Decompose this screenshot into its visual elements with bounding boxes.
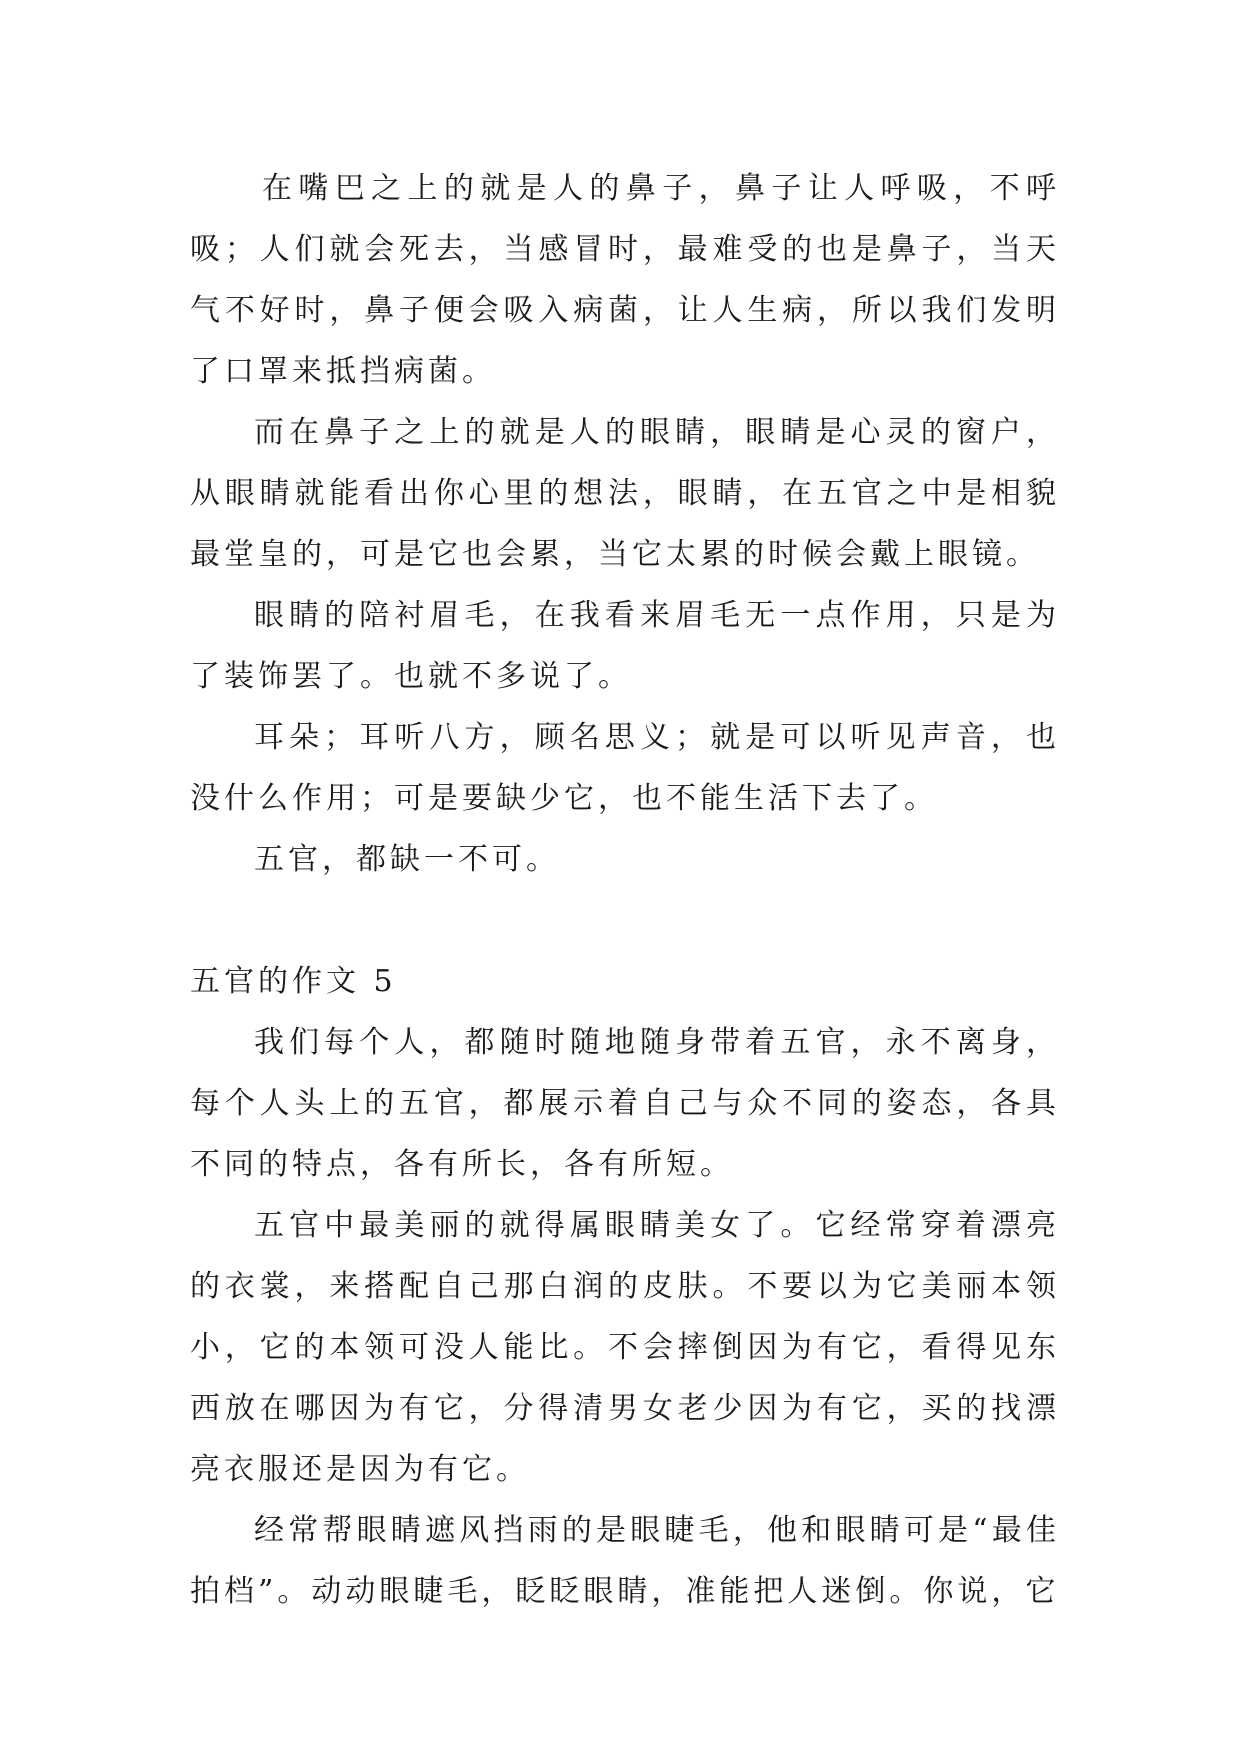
paragraph-nose: 在嘴巴之上的就是人的鼻子，鼻子让人呼吸，不呼吸；人们就会死去，当感冒时，最难受的也是鼻子，当天气不好时，鼻子便会吸入病菌，让人生病，所以我们发明了口罩来抵挡病菌。 [190, 171, 1060, 389]
paragraph-eyelashes: 经常帮眼睛遮风挡雨的是眼睫毛，他和眼睛可是“最佳拍档”。动动眼睫毛，眨眨眼睛，准能把人迷倒。你说，它 [190, 1513, 1060, 1609]
paragraph-eyebrows: 眼睛的陪衬眉毛，在我看来眉毛无一点作用，只是为了装饰罢了。也就不多说了。 [190, 598, 1060, 694]
paragraph-ears: 耳朵；耳听八方，顾名思义；就是可以听见声音，也没什么作用；可是要缺少它，也不能生活下去了。 [190, 720, 1060, 816]
paragraph-intro: 我们每个人，都随时随地随身带着五官，永不离身，每个人头上的五官，都展示着自己与众不同的姿态，各具不同的特点，各有所长，各有所短。 [190, 1025, 1060, 1182]
paragraph-eyes-beauty: 五官中最美丽的就得属眼睛美女了。它经常穿着漂亮的衣裳，来搭配自己那白润的皮肤。不要以为它美丽本领小，它的本领可没人能比。不会摔倒因为有它，看得见东西放在哪因为有它，分得清男女老少因为有它，买的找漂亮衣服还是因为有它。 [190, 1208, 1060, 1487]
section-spacer [190, 890, 1060, 951]
paragraph-eyes: 而在鼻子之上的就是人的眼睛，眼睛是心灵的窗户，从眼睛就能看出你心里的想法，眼睛，在五官之中是相貌最堂皇的，可是它也会累，当它太累的时候会戴上眼镜。 [190, 415, 1060, 572]
section-title: 五官的作文 5 [190, 964, 397, 999]
paragraph-conclusion: 五官，都缺一不可。 [254, 842, 560, 877]
document-body [190, 158, 1060, 1622]
